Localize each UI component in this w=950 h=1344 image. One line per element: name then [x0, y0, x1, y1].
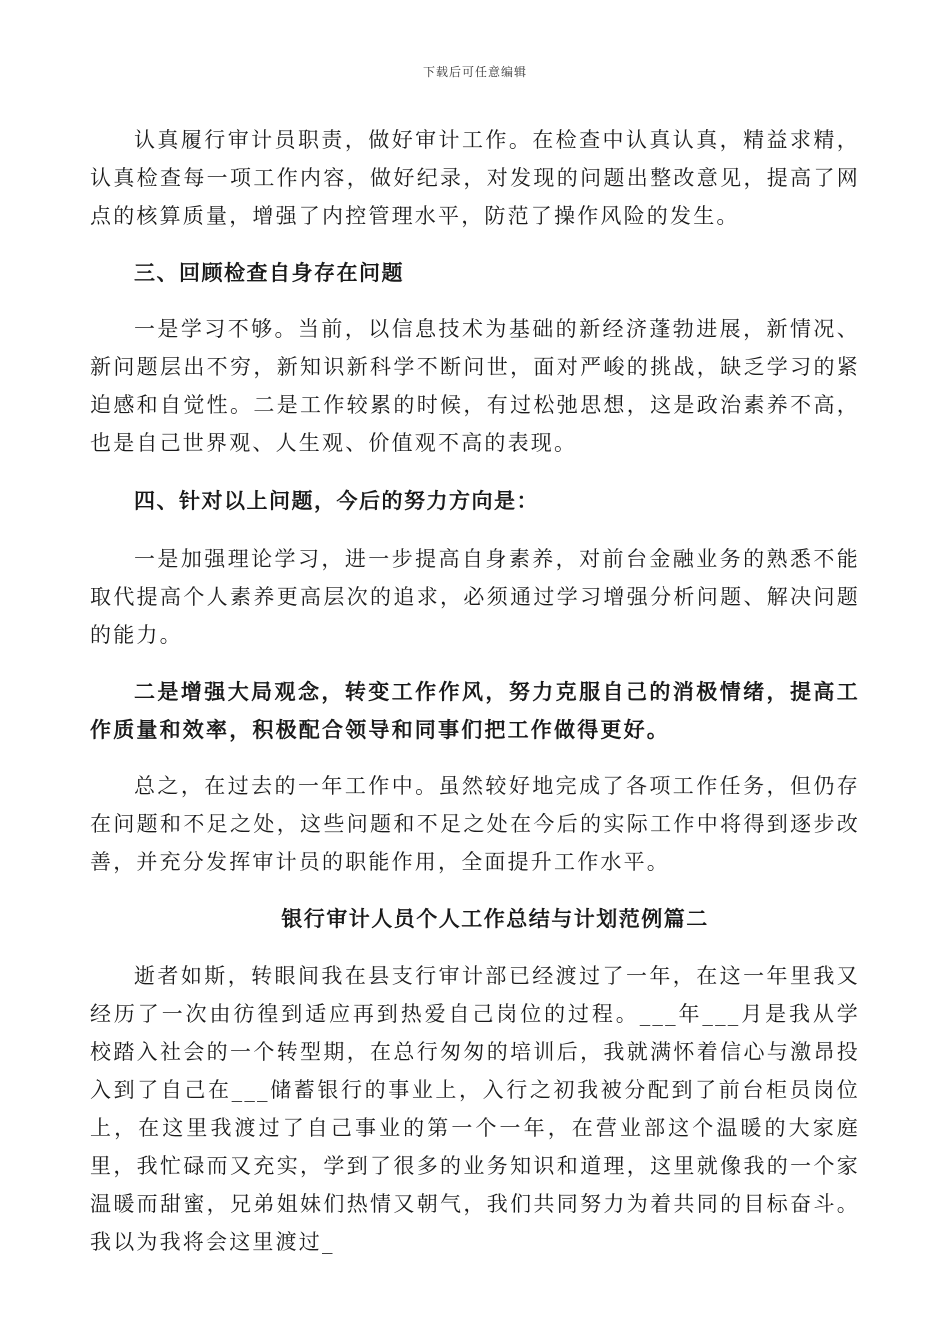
page-header: 下载后可任意编辑: [422, 65, 527, 79]
paragraph-summary: 总之，在过去的一年工作中。虽然较好地完成了各项工作任务，但仍存在问题和不足之处，这些问题和不足之处在今后的实际工作中将得到逐步改善，并充分发挥审计员的职能作用，全面提升工作水平。: [90, 774, 860, 874]
section-title-part-two: 银行审计人员个人工作总结与计划范例篇二: [281, 906, 709, 931]
heading-section-four: 四、针对以上问题，今后的努力方向是：: [134, 488, 539, 513]
paragraph-self-problems: 一是学习不够。当前，以信息技术为基础的新经济蓬勃进展，新情况、新问题层出不穷，新知识新科学不断问世，面对严峻的挑战，缺乏学习的紧迫感和自觉性。二是工作较累的时候，有过松弛思想，这是政治素养不高，也是自己世界观、人生观、价值观不高的表现。: [90, 317, 860, 455]
paragraph-auditor-duties: 认真履行审计员职责，做好审计工作。在检查中认真认真，精益求精，认真检查每一项工作内容，做好纪录，对发现的问题出整改意见，提高了网点的核算质量，增强了内控管理水平，防范了操作风险的发生。: [90, 128, 860, 228]
paragraph-part-two-intro: 逝者如斯，转眼间我在县支行审计部已经渡过了一年，在这一年里我又经历了一次由彷徨到适应再到热爱自己岗位的过程。___年___月是我从学校踏入社会的一个转型期，在总行匆匆的培训后，我就满怀着信心与激昂投入到了自己在___储蓄银行的事业上，入行之初我被分配到了前台柜员岗位上，在这里我渡过了自己事业的第一个一年，在营业部这个温暖的大家庭里，我忙碌而又充实，学到了很多的业务知识和道理，这里就像我的一个家温暖而甜蜜，兄弟姐妹们热情又朝气，我们共同努力为着共同的目标奋斗。我以为我将会这里渡过_: [90, 964, 860, 1254]
heading-section-three: 三、回顾检查自身存在问题: [134, 260, 404, 285]
paragraph-overall-view: 二是增强大局观念，转变工作作风，努力克服自己的消极情绪，提高工作质量和效率，积极配合领导和同事们把工作做得更好。: [90, 679, 860, 742]
paragraph-theory-study: 一是加强理论学习，进一步提高自身素养，对前台金融业务的熟悉不能取代提高个人素养更高层次的追求，必须通过学习增强分析问题、解决问题的能力。: [90, 547, 860, 647]
